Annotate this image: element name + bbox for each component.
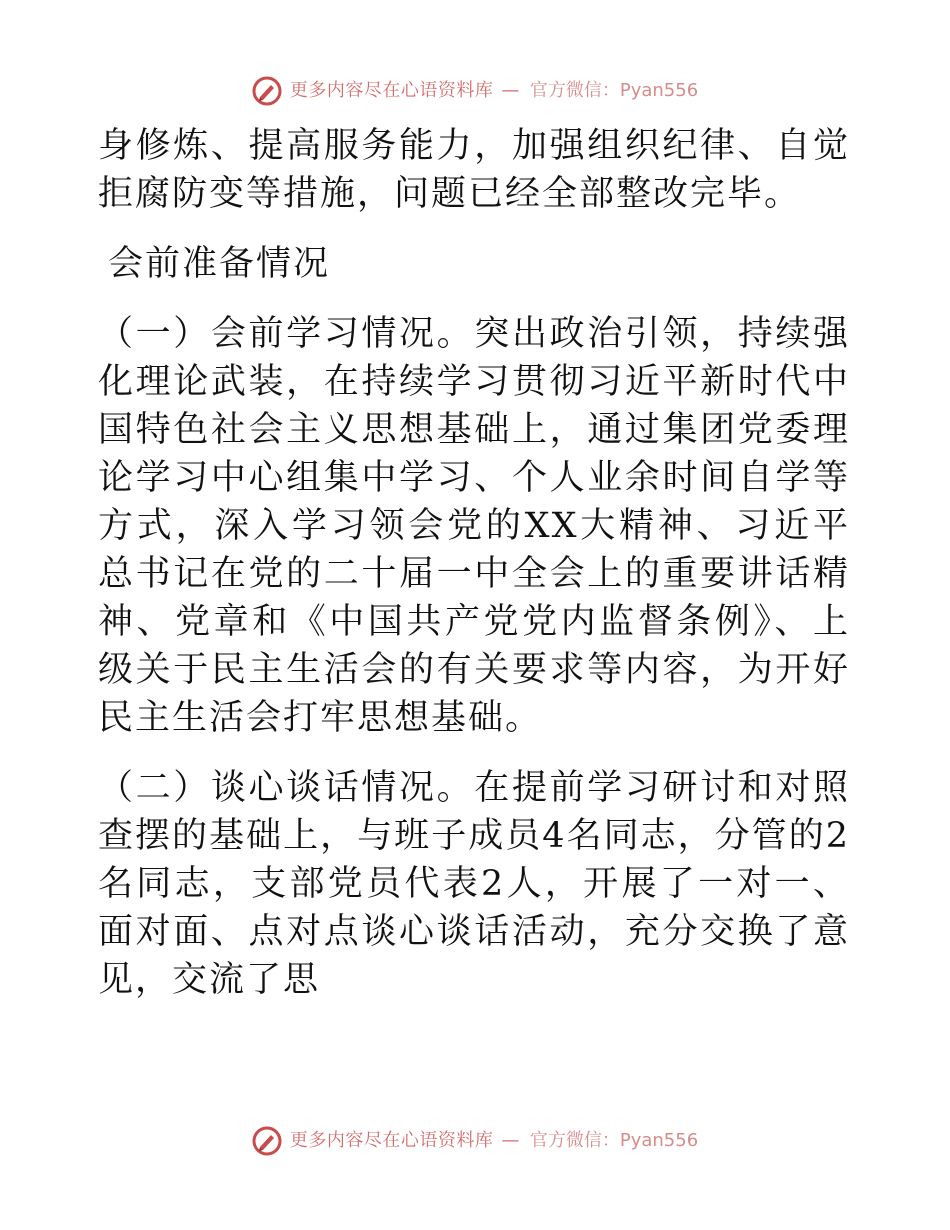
paragraph-talks: （二）谈心谈话情况。在提前学习研讨和对照查摆的基础上，与班子成员4名同志，分管的2名同志，支部党员代表2人，开展了一对一、面对面、点对点谈心谈话活动，充分交换了意见，交流了思 [98, 768, 850, 1000]
watermark-wechat: 官方微信：Pyan556 [529, 1130, 699, 1151]
document-body [98, 122, 850, 1026]
paragraph-study: （一）会前学习情况。突出政治引领，持续强化理论武装，在持续学习贯彻习近平新时代中国特色社会主义思想基础上，通过集团党委理论学习中心组集中学习、个人业余时间自学等方式，深入学习领会党的XX大精神、习近平总书记在党的二十届一中全会上的重要讲话精神、党章和《中国共产党党内监督条例》、上级关于民主生活会的有关要求等内容，为开好民主生活会打牢思想基础。 [98, 314, 850, 738]
paragraph-rectification: 身修炼、提高服务能力，加强组织纪律、自觉拒腐防变等措施，问题已经全部整改完毕。 [98, 126, 850, 214]
watermark-text: 更多内容尽在心语资料库 [289, 1130, 494, 1151]
section-heading: 会前准备情况 [108, 244, 331, 284]
watermark-dash: — [501, 80, 520, 101]
watermark-wechat: 官方微信：Pyan556 [529, 80, 699, 101]
pen-logo-icon [252, 1126, 282, 1156]
header-watermark [0, 76, 950, 106]
footer-watermark [0, 1126, 950, 1156]
watermark-dash: — [501, 1130, 520, 1151]
watermark-text: 更多内容尽在心语资料库 [289, 80, 494, 101]
pen-logo-icon [252, 76, 282, 106]
